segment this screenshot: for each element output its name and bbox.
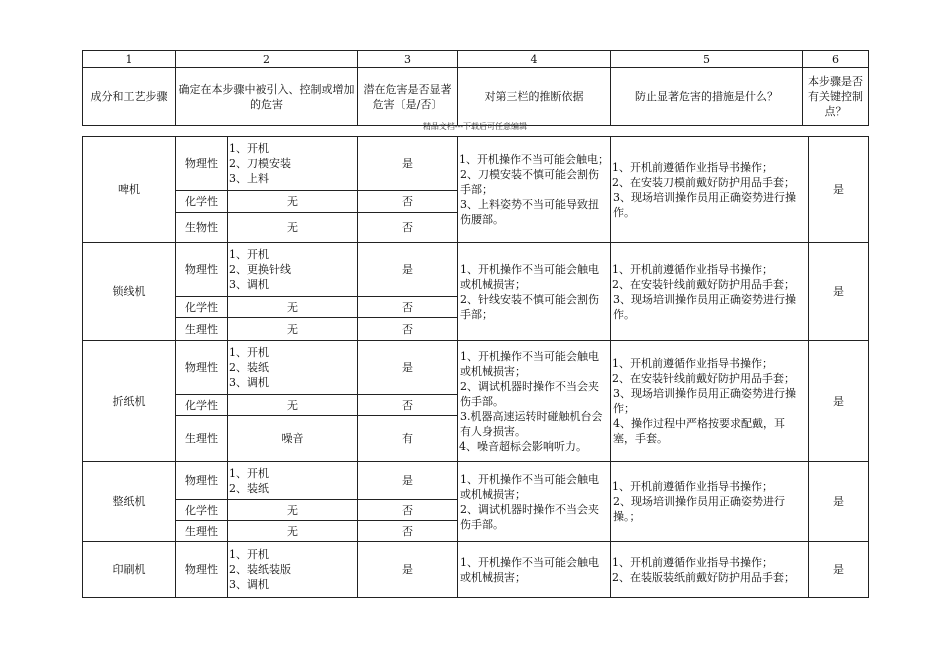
significant-flag: 否 bbox=[358, 395, 458, 416]
hazard-item: 2、刀模安装 bbox=[229, 157, 291, 170]
hazard-type: 生理性 bbox=[176, 521, 228, 542]
column-number-row bbox=[83, 51, 869, 68]
ccp-flag: 是 bbox=[809, 341, 869, 462]
process-step: 印刷机 bbox=[83, 542, 176, 598]
column-title: 成分和工艺步骤 bbox=[83, 68, 176, 126]
measure-item: 3、现场培训操作员用正确姿势进行操作； bbox=[613, 387, 796, 415]
significant-flag: 否 bbox=[358, 213, 458, 243]
measure-item: 2、在安装针线前戴好防护用品手套； bbox=[612, 277, 795, 291]
column-number: 6 bbox=[803, 51, 869, 68]
hazard-value: 无 bbox=[228, 191, 358, 213]
hazard-value: 无 bbox=[228, 500, 358, 521]
hazard-item: 1、开机 bbox=[229, 248, 269, 261]
basis-item: 1、开机操作不当可能会触电或机械损害； bbox=[460, 555, 599, 584]
measure-item: 1、开机前遵循作业指导书操作； bbox=[612, 160, 773, 174]
hazard-item: 2、装纸 bbox=[229, 481, 269, 495]
measures-cell bbox=[611, 137, 809, 243]
hazard-type: 物理性 bbox=[176, 243, 228, 297]
measure-item: 2、在安装针线前戴好防护用品手套； bbox=[612, 372, 795, 385]
hazard-type: 物理性 bbox=[176, 542, 228, 598]
hazard-item: 2、装纸装版 bbox=[229, 563, 291, 576]
measures-cell bbox=[611, 243, 809, 341]
hazard-list bbox=[228, 462, 358, 500]
hazard-value: 无 bbox=[228, 521, 358, 542]
basis-item: 2、调试机器时操作不当会夹伤手部。 bbox=[460, 379, 599, 408]
hazard-value: 无 bbox=[228, 318, 358, 341]
hazard-type: 物理性 bbox=[176, 341, 228, 395]
basis-cell bbox=[458, 137, 611, 243]
basis-cell bbox=[458, 243, 611, 341]
basis-item: 1、开机操作不当可能会触电； bbox=[459, 153, 609, 166]
significant-flag: 是 bbox=[358, 542, 458, 598]
table-row bbox=[83, 341, 869, 395]
hazard-type: 物理性 bbox=[176, 137, 228, 191]
measure-item: 2、在装版装纸前戴好防护用品手套； bbox=[612, 570, 795, 584]
hazard-value: 无 bbox=[228, 297, 358, 318]
column-number: 1 bbox=[83, 51, 176, 68]
column-title: 对第三栏的推断依据 bbox=[458, 68, 611, 126]
hazard-item: 3、调机 bbox=[229, 376, 269, 389]
hazard-value: 无 bbox=[228, 213, 358, 243]
column-title: 潜在危害是否显著危害〔是/否〕 bbox=[358, 68, 458, 126]
process-step: 整纸机 bbox=[83, 462, 176, 542]
hazard-item: 2、装纸 bbox=[229, 361, 269, 374]
hazard-item: 3、调机 bbox=[229, 278, 269, 291]
table-row bbox=[83, 243, 869, 297]
column-number: 3 bbox=[358, 51, 458, 68]
measure-item: 2、现场培训操作员用正确姿势进行操。； bbox=[613, 495, 785, 523]
table-row bbox=[83, 542, 869, 598]
measure-item: 3、现场培训操作员用正确姿势进行操作。 bbox=[613, 190, 796, 219]
column-title-row bbox=[83, 68, 869, 126]
ccp-flag: 是 bbox=[809, 462, 869, 542]
hazard-list bbox=[228, 137, 358, 191]
significant-flag: 否 bbox=[358, 521, 458, 542]
hazard-item: 1、开机 bbox=[229, 466, 269, 480]
ccp-flag: 是 bbox=[809, 243, 869, 341]
watermark-text: 精品文档---下载后可任意编辑 bbox=[422, 122, 528, 131]
ccp-flag: 是 bbox=[809, 542, 869, 598]
hazard-item: 2、更换针线 bbox=[229, 263, 291, 276]
hazard-value: 噪音 bbox=[228, 416, 358, 462]
basis-cell bbox=[458, 462, 611, 542]
hazard-type: 生物性 bbox=[176, 213, 228, 243]
hazard-item: 1、开机 bbox=[229, 548, 269, 561]
basis-item: 3、上料姿势不当可能导致扭伤腰部。 bbox=[460, 198, 599, 226]
measure-item: 1、开机前遵循作业指导书操作； bbox=[612, 262, 773, 276]
significant-flag: 否 bbox=[358, 191, 458, 213]
hazard-type: 生理性 bbox=[176, 318, 228, 341]
significant-flag: 否 bbox=[358, 500, 458, 521]
basis-item: 1、开机操作不当可能会触电或机械损害； bbox=[460, 472, 599, 501]
ccp-flag: 是 bbox=[809, 137, 869, 243]
significant-flag: 是 bbox=[358, 243, 458, 297]
hazard-item: 1、开机 bbox=[229, 346, 269, 359]
basis-item: 4、噪音超标会影响听力。 bbox=[459, 439, 587, 453]
measure-item: 1、开机前遵循作业指导书操作； bbox=[612, 555, 773, 569]
basis-item: 1、开机操作不当可能会触电或机械损害； bbox=[460, 349, 599, 378]
column-number: 2 bbox=[176, 51, 358, 68]
hazard-type: 化学性 bbox=[176, 395, 228, 416]
significant-flag: 否 bbox=[358, 318, 458, 341]
hazard-analysis-table bbox=[82, 136, 869, 598]
process-step: 啤机 bbox=[83, 137, 176, 243]
basis-item: 1、开机操作不当可能会触电或机械损害； bbox=[460, 262, 599, 291]
header-table bbox=[82, 50, 869, 126]
hazard-type: 化学性 bbox=[176, 500, 228, 521]
hazard-type: 物理性 bbox=[176, 462, 228, 500]
basis-item: 3.机器高速运转时碰触机台会有人身损害。 bbox=[460, 409, 603, 438]
hazard-list bbox=[228, 542, 358, 598]
basis-cell bbox=[458, 542, 611, 598]
column-title: 防止显著危害的措施是什么？ bbox=[611, 68, 803, 126]
significant-flag: 否 bbox=[358, 297, 458, 318]
hazard-item: 3、调机 bbox=[229, 578, 269, 591]
hazard-list bbox=[228, 243, 358, 297]
basis-item: 2、针线安装不慎可能会割伤手部； bbox=[460, 292, 599, 321]
column-number: 4 bbox=[458, 51, 611, 68]
process-step: 锁线机 bbox=[83, 243, 176, 341]
hazard-list bbox=[228, 341, 358, 395]
hazard-type: 生理性 bbox=[176, 416, 228, 462]
significant-flag: 是 bbox=[358, 137, 458, 191]
hazard-item: 3、上料 bbox=[229, 172, 269, 185]
hazard-type: 化学性 bbox=[176, 191, 228, 213]
basis-cell bbox=[458, 341, 611, 462]
measures-cell bbox=[611, 462, 809, 542]
hazard-value: 无 bbox=[228, 395, 358, 416]
measures-cell bbox=[611, 341, 809, 462]
measure-item: 1、开机前遵循作业指导书操作； bbox=[612, 480, 773, 493]
column-title: 本步骤是否有关键控制点？ bbox=[803, 68, 869, 126]
measure-item: 4、操作过程中严格按要求配戴，耳塞，手套。 bbox=[613, 417, 785, 445]
measure-item: 1、开机前遵循作业指导书操作； bbox=[612, 357, 773, 370]
column-title: 确定在本步骤中被引入、控制或增加的危害 bbox=[176, 68, 358, 126]
table-row bbox=[83, 462, 869, 500]
hazard-type: 化学性 bbox=[176, 297, 228, 318]
hazard-item: 1、开机 bbox=[229, 142, 269, 155]
table-row bbox=[83, 137, 869, 191]
significant-flag: 有 bbox=[358, 416, 458, 462]
column-number: 5 bbox=[611, 51, 803, 68]
measure-item: 3、现场培训操作员用正确姿势进行操作。 bbox=[613, 292, 796, 321]
measures-cell bbox=[611, 542, 809, 598]
basis-item: 2、调试机器时操作不当会夹伤手部。 bbox=[460, 502, 599, 531]
significant-flag: 是 bbox=[358, 341, 458, 395]
basis-item: 2、刀模安装不慎可能会割伤手部； bbox=[460, 168, 599, 196]
measure-item: 2、在安装刀模前戴好防护用品手套； bbox=[612, 175, 795, 189]
significant-flag: 是 bbox=[358, 462, 458, 500]
process-step: 折纸机 bbox=[83, 341, 176, 462]
